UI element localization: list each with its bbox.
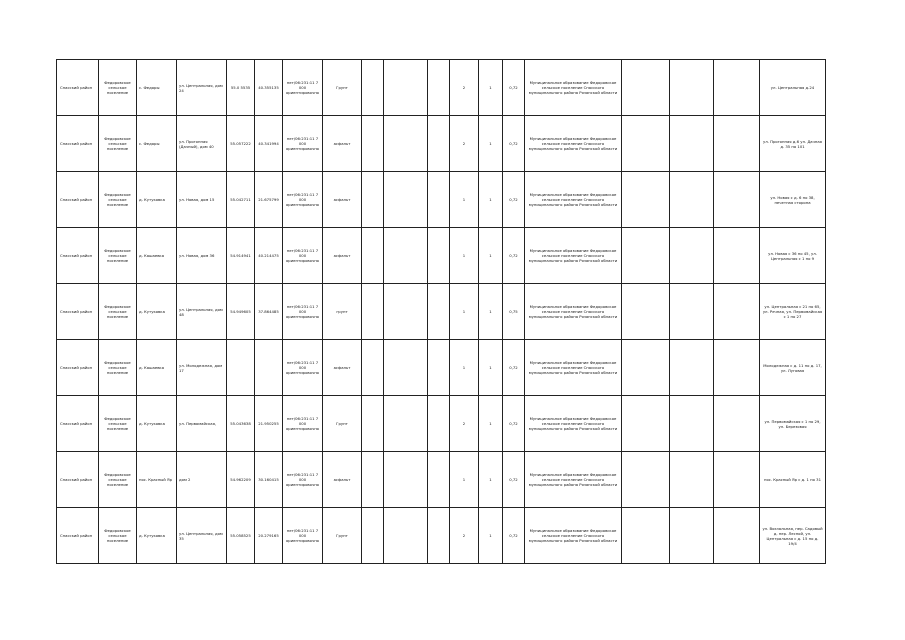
count-cell: 1 <box>479 284 503 340</box>
settlement-cell: Федоровское сельское поселение <box>99 172 137 228</box>
count-cell: 1 <box>479 508 503 564</box>
volume-cell: 0,72 <box>503 172 525 228</box>
count-cell: 1 <box>479 116 503 172</box>
count-cell: 1 <box>450 452 479 508</box>
empty-cell <box>362 452 384 508</box>
latitude-cell: 55.0 5535 <box>227 60 255 116</box>
volume-cell: 0,72 <box>503 60 525 116</box>
cadastral-cell: нет/06:231:11 7 000 ориентировочно <box>283 228 323 284</box>
empty-cell <box>622 284 670 340</box>
owner-cell: Муниципальное образование Федоровское сельское поселение Спасского муниципального района Рязанской области <box>525 452 622 508</box>
empty-cell <box>670 228 714 284</box>
empty-cell <box>714 340 760 396</box>
district-cell: Спасский район <box>57 172 99 228</box>
locality-cell: с. Федоры <box>137 116 177 172</box>
table-row <box>57 284 826 340</box>
latitude-cell <box>227 340 255 396</box>
count-cell: 2 <box>450 60 479 116</box>
cadastral-cell: нет/06:231:11 7 000 ориентировочно <box>283 60 323 116</box>
count-cell: 2 <box>450 396 479 452</box>
cadastral-cell: нет/06:231:11 7 000 ориентировочно <box>283 452 323 508</box>
empty-cell <box>428 228 450 284</box>
surface-cell: асфальт <box>323 172 362 228</box>
settlement-cell: Федоровское сельское поселение <box>99 452 137 508</box>
empty-cell <box>428 508 450 564</box>
table-row <box>57 60 826 116</box>
longitude-cell: 20.279165 <box>255 508 283 564</box>
settlement-cell: Федоровское сельское поселение <box>99 340 137 396</box>
empty-cell <box>384 340 428 396</box>
longitude-cell: 30.160415 <box>255 452 283 508</box>
empty-cell <box>670 60 714 116</box>
locality-cell: с. Федоры <box>137 60 177 116</box>
street-cell: ул. Центральная, дом 35 <box>177 508 227 564</box>
empty-cell <box>384 228 428 284</box>
table-row <box>57 172 826 228</box>
latitude-cell: 54.949605 <box>227 284 255 340</box>
empty-cell <box>670 340 714 396</box>
locality-cell: д. Кашаевка <box>137 340 177 396</box>
empty-cell <box>714 60 760 116</box>
settlement-cell: Федоровское сельское поселение <box>99 284 137 340</box>
cadastral-cell: нет/06:231:11 7 000 ориентировочно <box>283 172 323 228</box>
street-cell: ул. Прогонная (Дачный), дом 40 <box>177 116 227 172</box>
empty-cell <box>384 172 428 228</box>
surface-cell: асфальт <box>323 340 362 396</box>
longitude-cell: 40.355135 <box>255 60 283 116</box>
empty-cell <box>714 172 760 228</box>
empty-cell <box>428 284 450 340</box>
district-cell: Спасский район <box>57 284 99 340</box>
cadastral-cell: нет/06:231:11 7 000 ориентировочно <box>283 284 323 340</box>
empty-cell <box>384 396 428 452</box>
addresses-cell: ул. Центральная д.24 <box>760 60 826 116</box>
locality-cell: д. Кутуковка <box>137 172 177 228</box>
volume-cell: 0,72 <box>503 340 525 396</box>
addresses-cell: ул. Вокзальная, пер. Садовый д. пер. Лесной, ул. Центральная с д. 15 по д. 19/4 <box>760 508 826 564</box>
count-cell: 1 <box>479 228 503 284</box>
empty-cell <box>384 116 428 172</box>
empty-cell <box>362 396 384 452</box>
settlement-cell: Федоровское сельское поселение <box>99 228 137 284</box>
owner-cell: Муниципальное образование Федоровское сельское поселение Спасского муниципального района Рязанской области <box>525 116 622 172</box>
table-body <box>57 60 826 564</box>
street-cell: ул. Центральная, дом 24 <box>177 60 227 116</box>
district-cell: Спасский район <box>57 228 99 284</box>
longitude-cell: 21.950255 <box>255 396 283 452</box>
settlement-cell: Федоровское сельское поселение <box>99 508 137 564</box>
count-cell: 2 <box>450 508 479 564</box>
empty-cell <box>622 396 670 452</box>
owner-cell: Муниципальное образование Федоровское сельское поселение Спасского муниципального района Рязанской области <box>525 396 622 452</box>
addresses-cell: пос. Красный Яр с д. 1 по 31 <box>760 452 826 508</box>
empty-cell <box>714 116 760 172</box>
empty-cell <box>622 340 670 396</box>
empty-cell <box>670 396 714 452</box>
empty-cell <box>622 452 670 508</box>
surface-cell: Грунт <box>323 508 362 564</box>
longitude-cell <box>255 340 283 396</box>
locality-cell: д. Кашаевка <box>137 228 177 284</box>
locality-cell: д. Кутуковка <box>137 396 177 452</box>
empty-cell <box>362 340 384 396</box>
empty-cell <box>714 228 760 284</box>
count-cell: 1 <box>479 452 503 508</box>
addresses-cell: ул. Первомайская с 1 по 29, ул. Березовая <box>760 396 826 452</box>
table-row <box>57 116 826 172</box>
table-row <box>57 228 826 284</box>
surface-cell: асфальт <box>323 452 362 508</box>
surface-cell: Грунт <box>323 60 362 116</box>
empty-cell <box>622 228 670 284</box>
table-row <box>57 452 826 508</box>
empty-cell <box>362 508 384 564</box>
latitude-cell: 55.058525 <box>227 508 255 564</box>
owner-cell: Муниципальное образование Федоровское сельское поселение Спасского муниципального района Рязанской области <box>525 284 622 340</box>
empty-cell <box>362 284 384 340</box>
settlement-cell: Федоровское сельское поселение <box>99 116 137 172</box>
empty-cell <box>362 228 384 284</box>
latitude-cell: 55.057222 <box>227 116 255 172</box>
empty-cell <box>670 172 714 228</box>
district-cell: Спасский район <box>57 340 99 396</box>
district-cell: Спасский район <box>57 60 99 116</box>
latitude-cell: 55.043638 <box>227 396 255 452</box>
count-cell: 1 <box>450 340 479 396</box>
street-cell: ул. Первомайская, <box>177 396 227 452</box>
empty-cell <box>428 116 450 172</box>
cadastral-cell: нет/06:231:11 7 000 ориентировочно <box>283 396 323 452</box>
count-cell: 2 <box>450 116 479 172</box>
surface-cell: Грунт <box>323 396 362 452</box>
volume-cell: 0,72 <box>503 116 525 172</box>
addresses-cell: ул. Центральная с 21 по 65, ул. Речная, ул. Первомайская с 1 по 27 <box>760 284 826 340</box>
empty-cell <box>384 508 428 564</box>
table-row <box>57 340 826 396</box>
locality-cell: пос. Красный Яр <box>137 452 177 508</box>
longitude-cell: 40.214475 <box>255 228 283 284</box>
registry-table <box>56 59 826 564</box>
locality-cell: д. Кутуковка <box>137 508 177 564</box>
cadastral-cell: нет/06:231:11 7 000 ориентировочно <box>283 116 323 172</box>
owner-cell: Муниципальное образование Федоровское сельское поселение Спасского муниципального района Рязанской области <box>525 60 622 116</box>
count-cell: 1 <box>479 396 503 452</box>
empty-cell <box>714 508 760 564</box>
street-cell: ул. Центральная, дом 48 <box>177 284 227 340</box>
empty-cell <box>428 60 450 116</box>
surface-cell: асфальт <box>323 116 362 172</box>
empty-cell <box>714 284 760 340</box>
empty-cell <box>622 60 670 116</box>
street-cell: ул. Новая, дом 36 <box>177 228 227 284</box>
empty-cell <box>362 172 384 228</box>
empty-cell <box>384 60 428 116</box>
empty-cell <box>428 396 450 452</box>
empty-cell <box>384 452 428 508</box>
latitude-cell: 54.914941 <box>227 228 255 284</box>
empty-cell <box>670 452 714 508</box>
owner-cell: Муниципальное образование Федоровское сельское поселение Спасского муниципального района Рязанской области <box>525 228 622 284</box>
empty-cell <box>670 284 714 340</box>
settlement-cell: Федоровское сельское поселение <box>99 396 137 452</box>
volume-cell: 0,72 <box>503 508 525 564</box>
addresses-cell: ул. Новая с д. 6 по 38, нечетная сторона <box>760 172 826 228</box>
volume-cell: 0,72 <box>503 452 525 508</box>
street-cell: дом 2 <box>177 452 227 508</box>
empty-cell <box>428 172 450 228</box>
count-cell: 1 <box>450 284 479 340</box>
count-cell: 1 <box>479 172 503 228</box>
cadastral-cell: нет/06:231:11 7 000 ориентировочно <box>283 508 323 564</box>
empty-cell <box>670 508 714 564</box>
surface-cell: грунт <box>323 284 362 340</box>
longitude-cell: 37.864485 <box>255 284 283 340</box>
empty-cell <box>428 452 450 508</box>
table-row <box>57 508 826 564</box>
locality-cell: д. Кутуковка <box>137 284 177 340</box>
addresses-cell: ул. Новая с 36 по 45, ул. Центральная с 1 по 9 <box>760 228 826 284</box>
count-cell: 1 <box>450 172 479 228</box>
volume-cell: 0,72 <box>503 228 525 284</box>
owner-cell: Муниципальное образование Федоровское сельское поселение Спасского муниципального района Рязанской области <box>525 340 622 396</box>
addresses-cell: ул. Прогонная д.6 ул. Дачная д. 35 по 101 <box>760 116 826 172</box>
volume-cell: 0,75 <box>503 284 525 340</box>
count-cell: 1 <box>479 60 503 116</box>
cadastral-cell: нет/06:231:11 7 000 ориентировочно <box>283 340 323 396</box>
district-cell: Спасский район <box>57 116 99 172</box>
owner-cell: Муниципальное образование Федоровское сельское поселение Спасского муниципального района Рязанской области <box>525 172 622 228</box>
street-cell: ул. Молодежная, дом 17 <box>177 340 227 396</box>
empty-cell <box>362 116 384 172</box>
empty-cell <box>670 116 714 172</box>
district-cell: Спасский район <box>57 508 99 564</box>
volume-cell: 0,72 <box>503 396 525 452</box>
addresses-cell: Молодежная с д. 11 по д. 17, ул. Луговая <box>760 340 826 396</box>
street-cell: ул. Новая, дом 15 <box>177 172 227 228</box>
empty-cell <box>622 116 670 172</box>
empty-cell <box>622 172 670 228</box>
owner-cell: Муниципальное образование Федоровское сельское поселение Спасского муниципального района Рязанской области <box>525 508 622 564</box>
table-row <box>57 396 826 452</box>
empty-cell <box>384 284 428 340</box>
surface-cell: асфальт <box>323 228 362 284</box>
longitude-cell: 21.675799 <box>255 172 283 228</box>
empty-cell <box>428 340 450 396</box>
longitude-cell: 40.341994 <box>255 116 283 172</box>
district-cell: Спасский район <box>57 452 99 508</box>
district-cell: Спасский район <box>57 396 99 452</box>
empty-cell <box>622 508 670 564</box>
count-cell: 1 <box>479 340 503 396</box>
settlement-cell: Федоровское сельское поселение <box>99 60 137 116</box>
latitude-cell: 55.042711 <box>227 172 255 228</box>
empty-cell <box>714 452 760 508</box>
count-cell: 1 <box>450 228 479 284</box>
latitude-cell: 54.962209 <box>227 452 255 508</box>
empty-cell <box>714 396 760 452</box>
empty-cell <box>362 60 384 116</box>
